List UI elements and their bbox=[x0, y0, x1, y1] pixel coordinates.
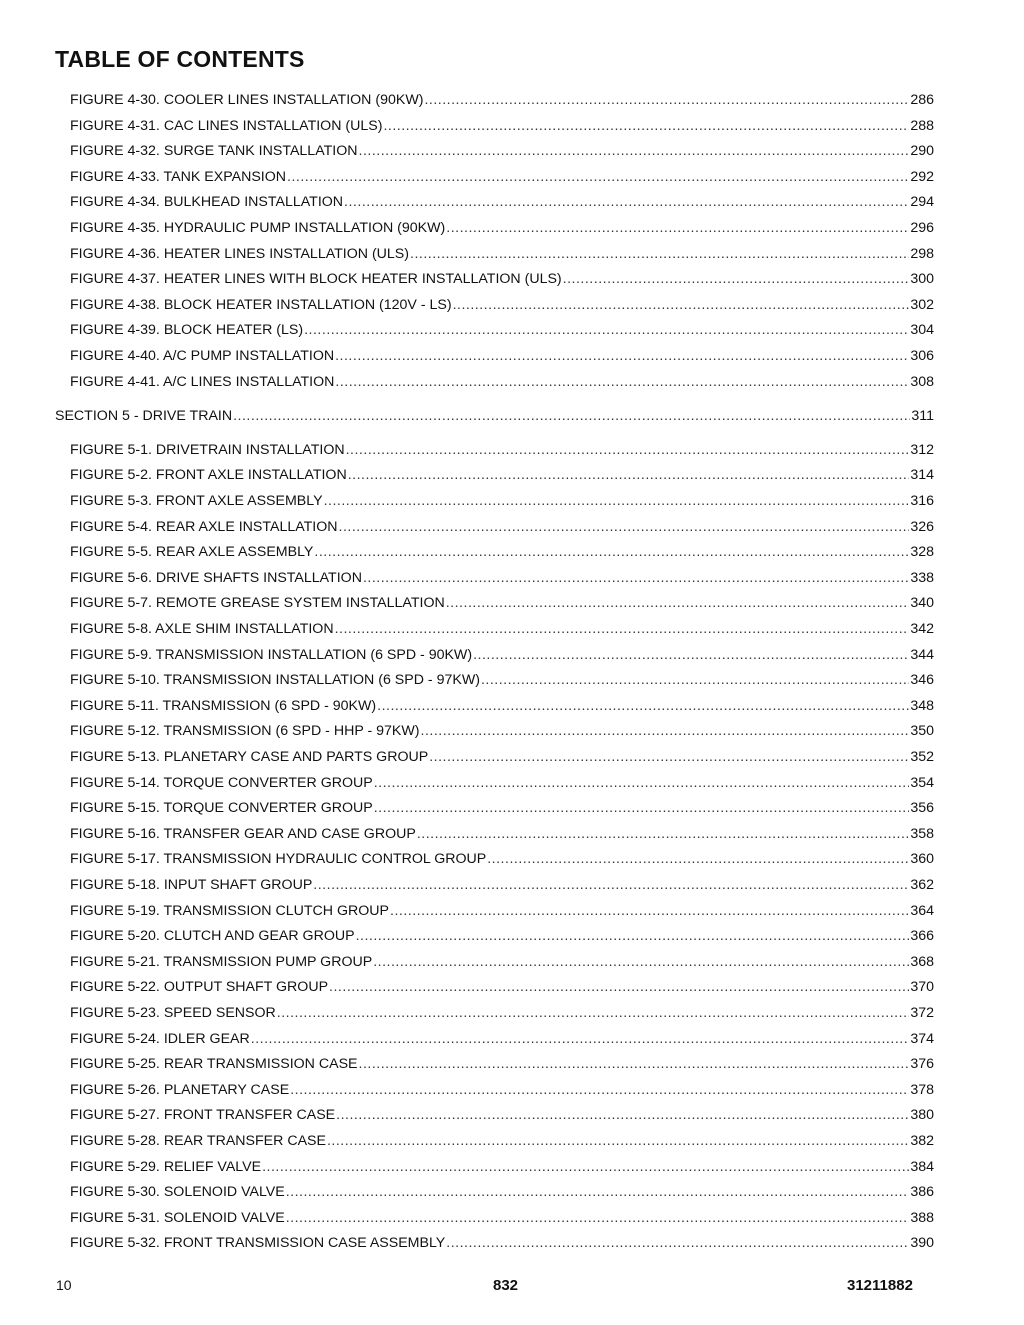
toc-entry-page: 372 bbox=[910, 1005, 934, 1021]
toc-entry-page: 288 bbox=[910, 117, 934, 134]
toc-leader-dots bbox=[335, 346, 909, 366]
toc-entry-label: FIGURE 5-22. OUTPUT SHAFT GROUP bbox=[70, 979, 329, 996]
toc-figure-entry[interactable] bbox=[70, 1208, 934, 1228]
toc-entry-label: FIGURE 5-7. REMOTE GREASE SYSTEM INSTALLATION bbox=[70, 595, 445, 612]
footer-center-number: 832 bbox=[493, 1277, 519, 1294]
toc-entry-page: 348 bbox=[910, 697, 934, 714]
toc-entry-page: 326 bbox=[910, 518, 934, 535]
toc-entry-page: 354 bbox=[910, 774, 934, 791]
toc-section-entry[interactable] bbox=[55, 406, 934, 426]
toc-leader-dots bbox=[290, 1080, 909, 1100]
toc-leader-dots bbox=[374, 773, 910, 793]
toc-leader-dots bbox=[233, 406, 910, 426]
toc-leader-dots bbox=[327, 1131, 909, 1151]
toc-entry-label: FIGURE 5-1. DRIVETRAIN INSTALLATION bbox=[70, 441, 345, 458]
toc-leader-dots bbox=[410, 244, 909, 264]
toc-leader-dots bbox=[487, 849, 909, 869]
toc-leader-dots bbox=[359, 1054, 910, 1074]
toc-figure-entry[interactable] bbox=[70, 568, 934, 588]
toc-figure-entry[interactable] bbox=[70, 1131, 934, 1151]
toc-entry-label: FIGURE 5-23. SPEED SENSOR bbox=[70, 1005, 276, 1021]
toc-figure-entry[interactable] bbox=[70, 1080, 934, 1100]
toc-entry-label: FIGURE 5-27. FRONT TRANSFER CASE bbox=[70, 1107, 336, 1124]
page-title: TABLE OF CONTENTS bbox=[55, 46, 305, 72]
toc-leader-dots bbox=[377, 696, 909, 716]
toc-entry-page: 358 bbox=[910, 825, 934, 842]
toc-figure-entry[interactable] bbox=[70, 747, 934, 767]
toc-entry-label: FIGURE 5-18. INPUT SHAFT GROUP bbox=[70, 877, 313, 893]
toc-entry-label: FIGURE 5-28. REAR TRANSFER CASE bbox=[70, 1133, 326, 1149]
toc-entry-page: 346 bbox=[910, 672, 934, 689]
toc-figure-entry[interactable] bbox=[70, 192, 934, 212]
toc-leader-dots bbox=[277, 1003, 910, 1023]
toc-entry-page: 300 bbox=[910, 271, 934, 288]
toc-entry-page: 386 bbox=[910, 1184, 934, 1201]
toc-entry-page: 290 bbox=[910, 143, 934, 160]
toc-entry-page: 368 bbox=[910, 953, 934, 970]
toc-figure-entry[interactable] bbox=[70, 1233, 934, 1253]
toc-entry-label: FIGURE 4-33. TANK EXPANSION bbox=[70, 168, 287, 185]
toc-figure-entry[interactable] bbox=[70, 696, 934, 716]
toc-entry-page: 316 bbox=[910, 493, 934, 509]
toc-leader-dots bbox=[446, 1233, 909, 1253]
toc-entry-label: FIGURE 5-2. FRONT AXLE INSTALLATION bbox=[70, 467, 347, 484]
toc-leader-dots bbox=[304, 320, 909, 340]
toc-entry-label: FIGURE 5-4. REAR AXLE INSTALLATION bbox=[70, 518, 338, 535]
toc-entry-label: FIGURE 4-40. A/C PUMP INSTALLATION bbox=[70, 348, 335, 364]
toc-entry-page: 308 bbox=[910, 373, 934, 390]
toc-entry-page: 314 bbox=[910, 467, 934, 484]
toc-leader-dots bbox=[429, 747, 909, 767]
footer-doc-number: 31211882 bbox=[847, 1277, 913, 1294]
toc-leader-dots bbox=[417, 824, 910, 844]
toc-entry-label: FIGURE 4-31. CAC LINES INSTALLATION (ULS) bbox=[70, 117, 383, 134]
toc-entry-page: 374 bbox=[910, 1030, 934, 1047]
toc-leader-dots bbox=[373, 952, 909, 972]
toc-leader-dots bbox=[346, 440, 910, 460]
toc-leader-dots bbox=[563, 269, 910, 289]
toc-entry-page: 388 bbox=[910, 1209, 934, 1226]
toc-entry-label: FIGURE 5-13. PLANETARY CASE AND PARTS GROUP bbox=[70, 749, 429, 765]
toc-leader-dots bbox=[286, 1182, 910, 1202]
toc-entry-page: 352 bbox=[910, 749, 934, 765]
toc-entry-page: 378 bbox=[910, 1081, 934, 1098]
toc-entry-label: FIGURE 5-6. DRIVE SHAFTS INSTALLATION bbox=[70, 569, 362, 586]
toc-entry-page: 338 bbox=[910, 569, 934, 586]
toc-entry-page: 312 bbox=[910, 441, 934, 458]
toc-entry-page: 306 bbox=[910, 348, 934, 364]
toc-leader-dots bbox=[329, 977, 909, 997]
toc-figure-entry[interactable] bbox=[70, 116, 934, 136]
toc-figure-entry[interactable] bbox=[70, 670, 934, 690]
toc-entry-label: FIGURE 5-17. TRANSMISSION HYDRAULIC CONTROL GROUP bbox=[70, 851, 487, 868]
toc-leader-dots bbox=[453, 295, 910, 315]
toc-entry-page: 286 bbox=[910, 92, 934, 108]
toc-figure-entry[interactable] bbox=[70, 901, 934, 921]
toc-entry-page: 380 bbox=[910, 1107, 934, 1124]
toc-figure-entry[interactable] bbox=[70, 440, 934, 460]
toc-leader-dots bbox=[383, 116, 909, 136]
toc-entry-page: 376 bbox=[910, 1056, 934, 1073]
toc-entry-label: FIGURE 4-37. HEATER LINES WITH BLOCK HEATER INSTALLATION (ULS) bbox=[70, 271, 562, 288]
toc-leader-dots bbox=[473, 645, 909, 665]
toc-entry-page: 302 bbox=[910, 296, 934, 313]
toc-entry-label: FIGURE 5-20. CLUTCH AND GEAR GROUP bbox=[70, 928, 355, 945]
toc-entry-page: 342 bbox=[910, 621, 934, 637]
toc-entry-page: 294 bbox=[910, 194, 934, 211]
toc-figure-entry[interactable] bbox=[70, 875, 934, 895]
toc-leader-dots bbox=[356, 926, 910, 946]
toc-figure-entry[interactable] bbox=[70, 141, 934, 161]
toc-leader-dots bbox=[287, 167, 909, 187]
toc-leader-dots bbox=[344, 192, 909, 212]
toc-entry-page: 292 bbox=[910, 168, 934, 185]
toc-leader-dots bbox=[363, 568, 909, 588]
toc-entry-label: FIGURE 5-30. SOLENOID VALVE bbox=[70, 1184, 285, 1201]
toc-entry-page: 298 bbox=[910, 245, 934, 262]
toc-figure-entry[interactable] bbox=[70, 1054, 934, 1074]
toc-leader-dots bbox=[481, 670, 909, 690]
toc-entry-label: FIGURE 4-32. SURGE TANK INSTALLATION bbox=[70, 143, 358, 160]
toc-entry-page: 311 bbox=[911, 407, 934, 424]
toc-figure-entry[interactable] bbox=[70, 465, 934, 485]
toc-leader-dots bbox=[314, 542, 909, 562]
toc-figure-entry[interactable] bbox=[70, 593, 934, 613]
toc-entry-label: FIGURE 4-35. HYDRAULIC PUMP INSTALLATION (90KW) bbox=[70, 220, 446, 236]
toc-leader-dots bbox=[446, 593, 910, 613]
toc-leader-dots bbox=[262, 1157, 909, 1177]
toc-figure-entry[interactable] bbox=[70, 773, 934, 793]
toc-entry-page: 356 bbox=[910, 800, 934, 817]
toc-figure-entry[interactable] bbox=[70, 977, 934, 997]
toc-entry-page: 328 bbox=[910, 544, 934, 561]
toc-figure-entry[interactable] bbox=[70, 269, 934, 289]
toc-entry-label: FIGURE 5-24. IDLER GEAR bbox=[70, 1030, 250, 1047]
toc-entry-page: 304 bbox=[910, 322, 934, 339]
toc-entry-page: 350 bbox=[910, 723, 934, 740]
toc-entry-label: FIGURE 4-38. BLOCK HEATER INSTALLATION (120V - LS) bbox=[70, 296, 452, 313]
toc-leader-dots bbox=[324, 491, 910, 511]
toc-leader-dots bbox=[335, 372, 909, 392]
toc-entry-page: 344 bbox=[910, 646, 934, 663]
toc-entry-label: FIGURE 4-41. A/C LINES INSTALLATION bbox=[70, 373, 335, 390]
toc-entry-label: FIGURE 4-39. BLOCK HEATER (LS) bbox=[70, 322, 304, 339]
toc-leader-dots bbox=[359, 141, 910, 161]
toc-figure-entry[interactable] bbox=[70, 320, 934, 340]
toc-figure-entry[interactable] bbox=[70, 645, 934, 665]
toc-entry-label: FIGURE 5-14. TORQUE CONVERTER GROUP bbox=[70, 774, 373, 791]
toc-leader-dots bbox=[336, 1105, 909, 1125]
toc-figure-entry[interactable] bbox=[70, 952, 934, 972]
toc-leader-dots bbox=[390, 901, 909, 921]
toc-entry-page: 360 bbox=[910, 851, 934, 868]
toc-leader-dots bbox=[286, 1208, 910, 1228]
toc-entry-label: FIGURE 4-34. BULKHEAD INSTALLATION bbox=[70, 194, 344, 211]
toc-figure-entry[interactable] bbox=[70, 849, 934, 869]
toc-figure-entry[interactable] bbox=[70, 218, 934, 238]
toc-entry-page: 366 bbox=[910, 928, 934, 945]
toc-entry-page: 364 bbox=[910, 902, 934, 919]
toc-entry-label: FIGURE 5-19. TRANSMISSION CLUTCH GROUP bbox=[70, 902, 390, 919]
toc-entry-page: 390 bbox=[910, 1235, 934, 1252]
toc-figure-entry[interactable] bbox=[70, 244, 934, 264]
toc-figure-entry[interactable] bbox=[70, 1029, 934, 1049]
toc-leader-dots bbox=[424, 90, 909, 110]
toc-leader-dots bbox=[348, 465, 910, 485]
toc-figure-entry[interactable] bbox=[70, 90, 934, 110]
toc-figure-entry[interactable] bbox=[70, 517, 934, 537]
toc-figure-entry[interactable] bbox=[70, 1157, 934, 1177]
toc-leader-dots bbox=[335, 619, 910, 639]
toc-figure-entry[interactable] bbox=[70, 295, 934, 315]
toc-figure-entry[interactable] bbox=[70, 372, 934, 392]
toc-entry-page: 340 bbox=[910, 595, 934, 612]
toc-entry-label: FIGURE 5-8. AXLE SHIM INSTALLATION bbox=[70, 621, 334, 637]
toc-entry-page: 296 bbox=[910, 220, 934, 236]
toc-entry-page: 362 bbox=[910, 877, 934, 893]
toc-entry-label: FIGURE 5-26. PLANETARY CASE bbox=[70, 1081, 290, 1098]
toc-entry-label: FIGURE 5-16. TRANSFER GEAR AND CASE GROUP bbox=[70, 825, 416, 842]
toc-figure-entry[interactable] bbox=[70, 619, 934, 639]
toc-figure-entry[interactable] bbox=[70, 491, 934, 511]
toc-entry-label: SECTION 5 - DRIVE TRAIN bbox=[55, 407, 233, 424]
toc-figure-entry[interactable] bbox=[70, 798, 934, 818]
toc-entry-label: FIGURE 5-21. TRANSMISSION PUMP GROUP bbox=[70, 953, 373, 970]
toc-entry-page: 382 bbox=[910, 1133, 934, 1149]
toc-figure-entry[interactable] bbox=[70, 1003, 934, 1023]
toc-figure-entry[interactable] bbox=[70, 926, 934, 946]
toc-entry-label: FIGURE 5-5. REAR AXLE ASSEMBLY bbox=[70, 544, 314, 561]
toc-entry-label: FIGURE 5-10. TRANSMISSION INSTALLATION (6 SPD - 97KW) bbox=[70, 672, 480, 689]
toc-entry-label: FIGURE 4-36. HEATER LINES INSTALLATION (ULS) bbox=[70, 245, 409, 262]
toc-figure-entry[interactable] bbox=[70, 1105, 934, 1125]
toc-figure-entry[interactable] bbox=[70, 346, 934, 366]
toc-entry-label: FIGURE 5-15. TORQUE CONVERTER GROUP bbox=[70, 800, 373, 817]
toc-figure-entry[interactable] bbox=[70, 167, 934, 187]
toc-entry-label: FIGURE 5-25. REAR TRANSMISSION CASE bbox=[70, 1056, 358, 1073]
toc-entry-label: FIGURE 5-9. TRANSMISSION INSTALLATION (6 SPD - 90KW) bbox=[70, 646, 473, 663]
toc-entry-label: FIGURE 5-29. RELIEF VALVE bbox=[70, 1158, 262, 1175]
toc-leader-dots bbox=[251, 1029, 910, 1049]
toc-entry-page: 384 bbox=[910, 1158, 934, 1175]
footer-page-number: 10 bbox=[56, 1277, 72, 1293]
toc-figure-entry[interactable] bbox=[70, 721, 934, 741]
toc-entry-label: FIGURE 5-32. FRONT TRANSMISSION CASE ASSEMBLY bbox=[70, 1235, 446, 1252]
toc-entry-label: FIGURE 5-11. TRANSMISSION (6 SPD - 90KW) bbox=[70, 697, 377, 714]
toc-leader-dots bbox=[339, 517, 910, 537]
toc-figure-entry[interactable] bbox=[70, 1182, 934, 1202]
toc-figure-entry[interactable] bbox=[70, 542, 934, 562]
toc-leader-dots bbox=[313, 875, 909, 895]
toc-entry-label: FIGURE 5-12. TRANSMISSION (6 SPD - HHP - 97KW) bbox=[70, 723, 420, 740]
toc-leader-dots bbox=[421, 721, 910, 741]
toc-leader-dots bbox=[446, 218, 909, 238]
toc-figure-entry[interactable] bbox=[70, 824, 934, 844]
toc-entry-page: 370 bbox=[910, 979, 934, 996]
toc-leader-dots bbox=[374, 798, 910, 818]
toc-entry-label: FIGURE 5-3. FRONT AXLE ASSEMBLY bbox=[70, 493, 323, 509]
toc-entry-label: FIGURE 5-31. SOLENOID VALVE bbox=[70, 1209, 285, 1226]
toc-entry-label: FIGURE 4-30. COOLER LINES INSTALLATION (90KW) bbox=[70, 92, 424, 108]
